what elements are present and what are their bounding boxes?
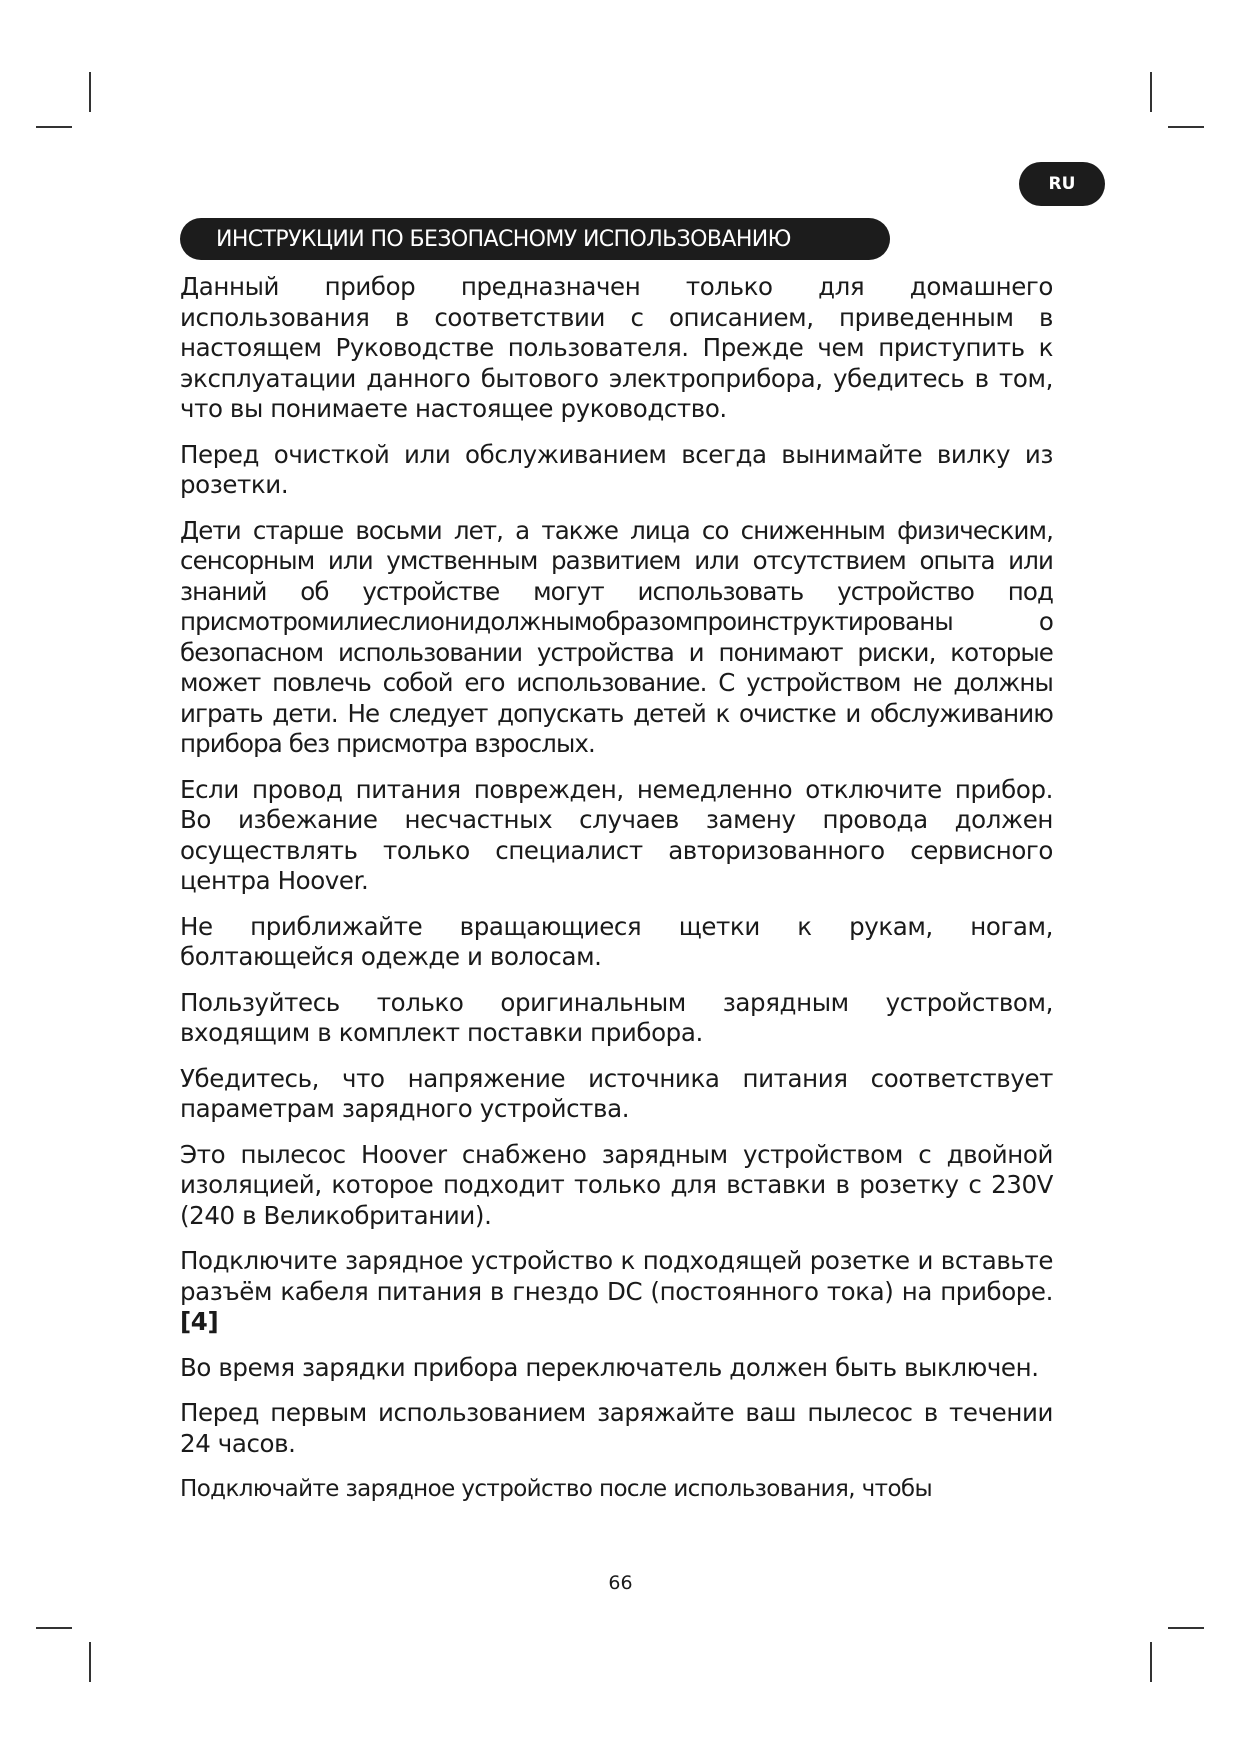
paragraph-unplug-before-cleaning: Перед очисткой или обслуживанием всегда вынимайте вилку из розетки. bbox=[180, 439, 1053, 499]
crop-mark-bottom-right-vertical bbox=[1150, 1642, 1152, 1682]
crop-mark-top-left-horizontal bbox=[36, 126, 72, 128]
paragraph-voltage-check: Убедитесь, что напряжение источника питания соответствует параметрам зарядного устройства. bbox=[180, 1063, 1053, 1123]
paragraph-children-supervision: Дети старше восьми лет, а также лица со сниженным физическим, сенсорным или умственным развитием или отсутствием опыта или знаний об устройстве могут использовать устройство под присмотромилиеслионидолжнымобразомпроинструктированы о безопасном использовании устройства и понимают риски, которые может повлечь собой его использование. С устройством не должны играть дети. Не следует допускать детей к очистке и обслуживанию прибора без присмотра взрослых. bbox=[180, 515, 1053, 758]
safety-instructions-body bbox=[180, 272, 1053, 1520]
paragraph-connect-charger bbox=[180, 1246, 1053, 1338]
paragraph-connect-charger-text: Подключите зарядное устройство к подходящей розетке и вставьте разъём кабеля питания в гнездо DC (постоянного тока) на приборе. bbox=[180, 1246, 1053, 1306]
section-title: ИНСТРУКЦИИ ПО БЕЗОПАСНОМУ ИСПОЛЬЗОВАНИЮ bbox=[180, 218, 890, 260]
paragraph-switch-off-while-charging: Во время зарядки прибора переключатель должен быть выключен. bbox=[180, 1352, 1039, 1382]
figure-reference: [4] bbox=[180, 1307, 219, 1336]
paragraph-original-charger: Пользуйтесь только оригинальным зарядным устройством, входящим в комплект поставки прибора. bbox=[180, 987, 1053, 1047]
paragraph-connect-after-use: Подключайте зарядное устройство после использования, чтобы bbox=[180, 1476, 933, 1502]
crop-mark-bottom-left-horizontal bbox=[36, 1627, 72, 1629]
paragraph-double-insulation: Это пылесос Hoover снабжено зарядным устройством с двойной изоляцией, которое подходит только для вставки в розетку с 230V (240 в Великобритании). bbox=[180, 1139, 1053, 1230]
paragraph-intended-use: Данный прибор предназначен только для домашнего использования в соответствии с описанием, приведенным в настоящем Руководстве пользователя. Прежде чем приступить к эксплуатации данного бытового электроприбора, убедитесь в том, что вы понимаете настоящее руководство. bbox=[180, 272, 1053, 423]
crop-mark-top-left-vertical bbox=[89, 72, 91, 112]
crop-mark-top-right-vertical bbox=[1150, 72, 1152, 112]
crop-mark-top-right-horizontal bbox=[1168, 126, 1204, 128]
crop-mark-bottom-left-vertical bbox=[89, 1642, 91, 1682]
crop-mark-bottom-right-horizontal bbox=[1168, 1627, 1204, 1629]
language-badge: RU bbox=[1019, 162, 1105, 206]
paragraph-rotating-brushes: Не приближайте вращающиеся щетки к рукам, ногам, болтающейся одежде и волосам. bbox=[180, 911, 1053, 971]
paragraph-damaged-cord: Если провод питания поврежден, немедленно отключите прибор. Во избежание несчастных случаев замену провода должен осуществлять только специалист авторизованного сервисного центра Hoover. bbox=[180, 774, 1053, 895]
page-number: 66 bbox=[608, 1572, 633, 1594]
paragraph-first-charge: Перед первым использованием заряжайте ваш пылесос в течении 24 часов. bbox=[180, 1398, 1053, 1458]
